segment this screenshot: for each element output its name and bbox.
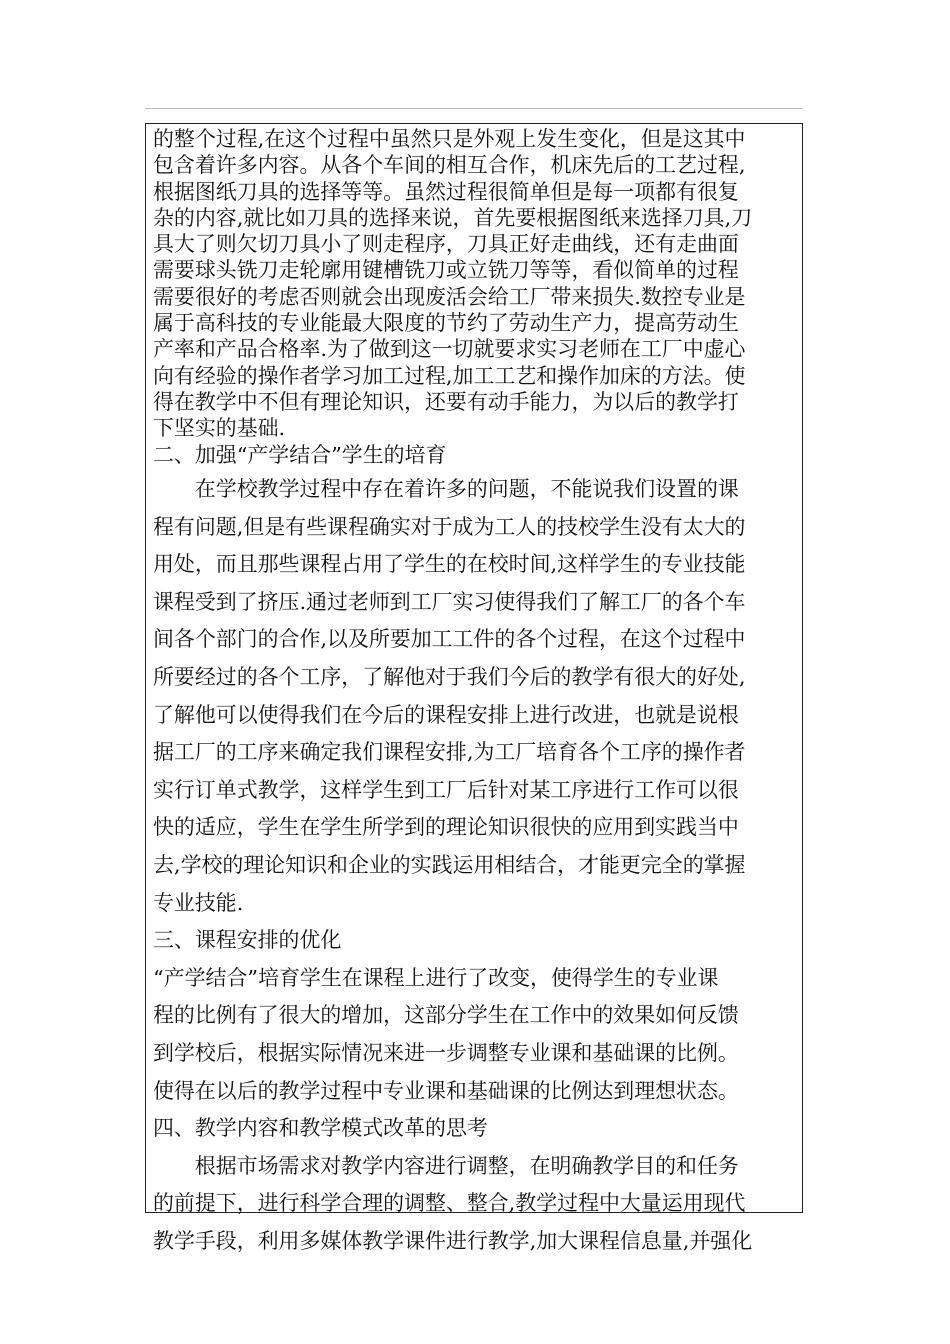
text-line: 间各个部门的合作,以及所要加工工件的各个过程，在这个过程中 <box>153 627 746 652</box>
text-line: 的前提下，进行科学合理的调整、整合,教学过程中大量运用现代 <box>153 1191 746 1216</box>
section-heading-2: 二、加强“产学结合”学生的培育 <box>153 442 447 467</box>
text-line: 到学校后，根据实际情况来进一步调整专业课和基础课的比例。 <box>153 1040 739 1065</box>
paragraph-intro <box>153 126 798 468</box>
text-line: 向有经验的操作者学习加工过程,加工工艺和操作加床的方法。使 <box>153 363 746 388</box>
paragraph-2 <box>153 471 798 1260</box>
text-line: “产学结合”培育学生在课程上进行了改变，使得学生的专业课 <box>153 965 719 990</box>
page-top-rule <box>145 108 803 109</box>
text-line: 根据市场需求对教学内容进行调整，在明确教学目的和任务 <box>153 1153 739 1178</box>
text-line: 课程受到了挤压.通过老师到工厂实习使得我们了解工厂的各个车 <box>153 589 746 614</box>
text-line: 了解他可以使得我们在今后的课程安排上进行改进，也就是说根 <box>153 702 739 727</box>
text-line: 包含着许多内容。从各个车间的相互合作，机床先后的工艺过程, <box>153 153 746 178</box>
text-line: 具大了则欠切刀具小了则走程序，刀具正好走曲线，还有走曲面 <box>153 232 739 257</box>
text-line: 在学校教学过程中存在着许多的问题，不能说我们设置的课 <box>153 477 739 501</box>
text-line: 程的比例有了很大的增加，这部分学生在工作中的效果如何反馈 <box>153 1003 739 1028</box>
text-line: 需要球头铣刀走轮廓用键槽铣刀或立铣刀等等，看似简单的过程 <box>153 258 739 283</box>
text-line: 使得在以后的教学过程中专业课和基础课的比例达到理想状态。 <box>153 1078 739 1103</box>
section-heading-4: 四、教学内容和教学模式改革的思考 <box>153 1116 488 1141</box>
text-line: 用处，而且那些课程占用了学生的在校时间,这样学生的专业技能 <box>153 552 746 577</box>
text-line: 下坚实的基础. <box>153 416 286 441</box>
text-line: 去,学校的理论知识和企业的实践运用相结合，才能更完全的掌握 <box>153 852 746 877</box>
text-line: 教学手段，利用多媒体教学课件进行教学,加大课程信息量,并强化 <box>153 1228 753 1253</box>
text-line: 专业技能. <box>153 890 244 915</box>
text-line: 产率和产品合格率.为了做到这一切就要求实习老师在工厂中虚心 <box>153 337 746 362</box>
text-line: 根据图纸刀具的选择等等。虽然过程很简单但是每一项都有很复 <box>153 179 739 204</box>
text-line: 实行订单式教学，这样学生到工厂后针对某工序进行工作可以很 <box>153 777 739 802</box>
text-line: 快的适应，学生在学生所学到的理论知识很快的应用到实践当中 <box>153 815 739 840</box>
section-heading-3: 三、课程安排的优化 <box>153 928 342 953</box>
text-line: 需要很好的考虑否则就会出现废活会给工厂带来损失.数控专业是 <box>153 284 746 309</box>
text-line: 的整个过程,在这个过程中虽然只是外观上发生变化，但是这其中 <box>153 127 746 151</box>
text-line: 得在教学中不但有理论知识，还要有动手能力，为以后的教学打 <box>153 389 739 414</box>
text-line: 程有问题,但是有些课程确实对于成为工人的技校学生没有太大的 <box>153 514 746 539</box>
text-line: 所要经过的各个工序，了解他对于我们今后的教学有很大的好处, <box>153 664 746 689</box>
text-line: 属于高科技的专业能最大限度的节约了劳动生产力，提高劳动生 <box>153 311 739 336</box>
text-line: 据工厂的工序来确定我们课程安排,为工厂培育各个工序的操作者 <box>153 740 746 765</box>
text-line: 杂的内容,就比如刀具的选择来说，首先要根据图纸来选择刀具,刀 <box>153 205 753 230</box>
